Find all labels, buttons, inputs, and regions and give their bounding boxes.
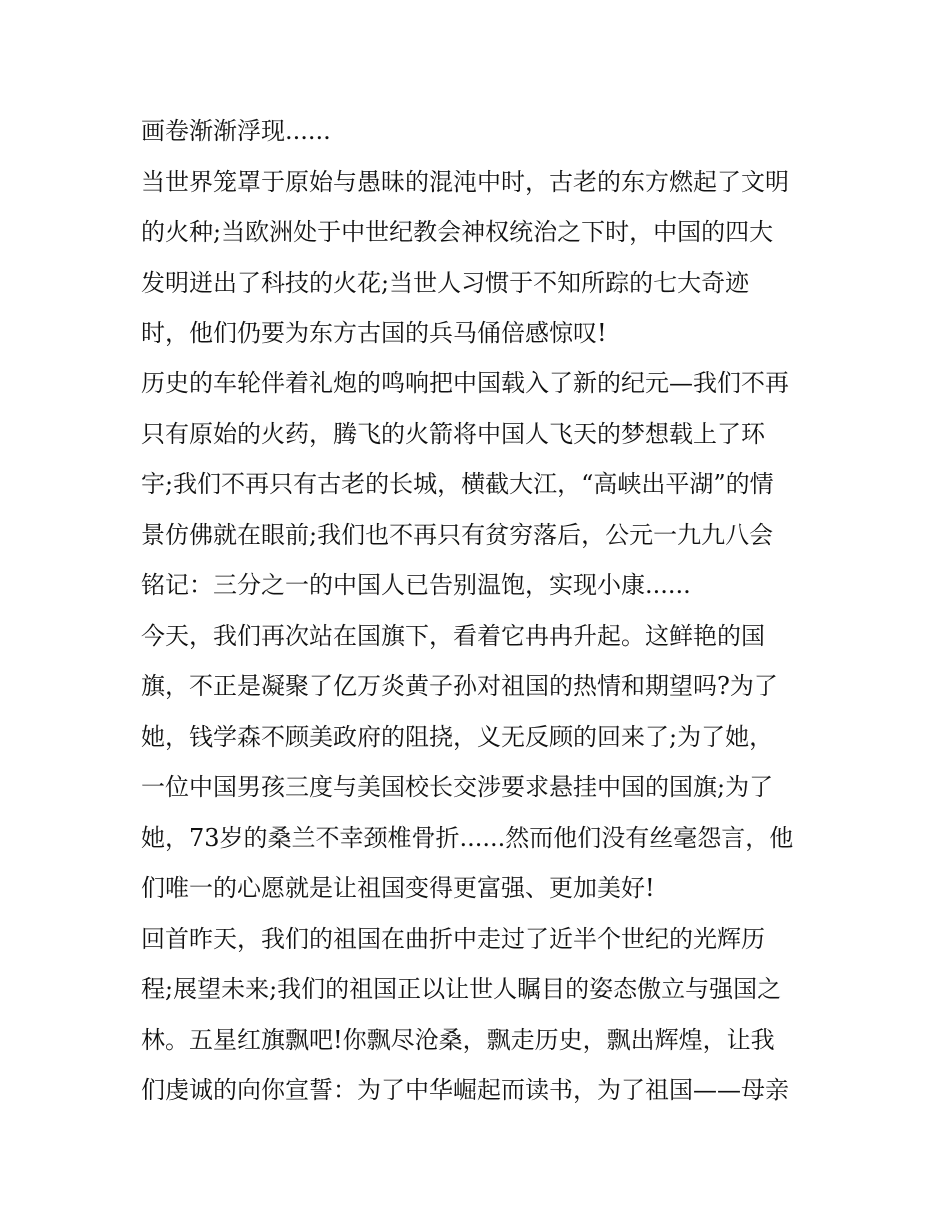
text-line: 时，他们仍要为东方古国的兵马俑倍感惊叹! (141, 319, 607, 347)
text-line: 程;展望未来;我们的祖国正以让世人瞩目的姿态傲立与强国之 (141, 975, 782, 1003)
text-line: 一位中国男孩三度与美国校长交涉要求悬挂中国的国旗;为了 (141, 773, 774, 801)
text-line: 林。五星红旗飘吧!你飘尽沧桑，飘走历史，飘出辉煌，让我 (141, 1026, 775, 1054)
text-line: 她，钱学森不顾美政府的阻挠，义无反顾的回来了;为了她， (141, 723, 774, 751)
text-line: 她，73岁的桑兰不幸颈椎骨折......然而他们没有丝毫怨言，他 (141, 824, 794, 852)
text-line: 今天，我们再次站在国旗下，看着它冉冉升起。这鲜艳的国 (141, 622, 765, 650)
text-line: 只有原始的火药，腾飞的火箭将中国人飞天的梦想载上了环 (141, 420, 765, 448)
text-line: 画卷渐渐浮现...... (141, 117, 331, 145)
text-line: 历史的车轮伴着礼炮的鸣响把中国载入了新的纪元—我们不再 (141, 369, 789, 397)
text-line: 当世界笼罩于原始与愚昧的混沌中时，古老的东方燃起了文明 (141, 168, 789, 196)
text-line: 旗，不正是凝聚了亿万炎黄子孙对祖国的热情和期望吗?为了 (141, 672, 778, 700)
text-line: 的火种;当欧洲处于中世纪教会神权统治之下时，中国的四大 (141, 218, 774, 246)
text-line: 回首昨天，我们的祖国在曲折中走过了近半个世纪的光辉历 (141, 925, 765, 953)
text-line: 们唯一的心愿就是让祖国变得更富强、更加美好! (141, 874, 655, 902)
text-line: 宇;我们不再只有古老的长城，横截大江，“高峡出平湖”的情 (141, 470, 774, 498)
text-line: 发明迸出了科技的火花;当世人习惯于不知所踪的七大奇迹 (141, 269, 750, 297)
text-line: 们虔诚的向你宣誓：为了中华崛起而读书，为了祖国——母亲 (141, 1076, 789, 1104)
text-line: 铭记：三分之一的中国人已告别温饱，实现小康...... (141, 571, 691, 599)
text-line: 景仿佛就在眼前;我们也不再只有贫穷落后，公元一九九八会 (141, 521, 774, 549)
